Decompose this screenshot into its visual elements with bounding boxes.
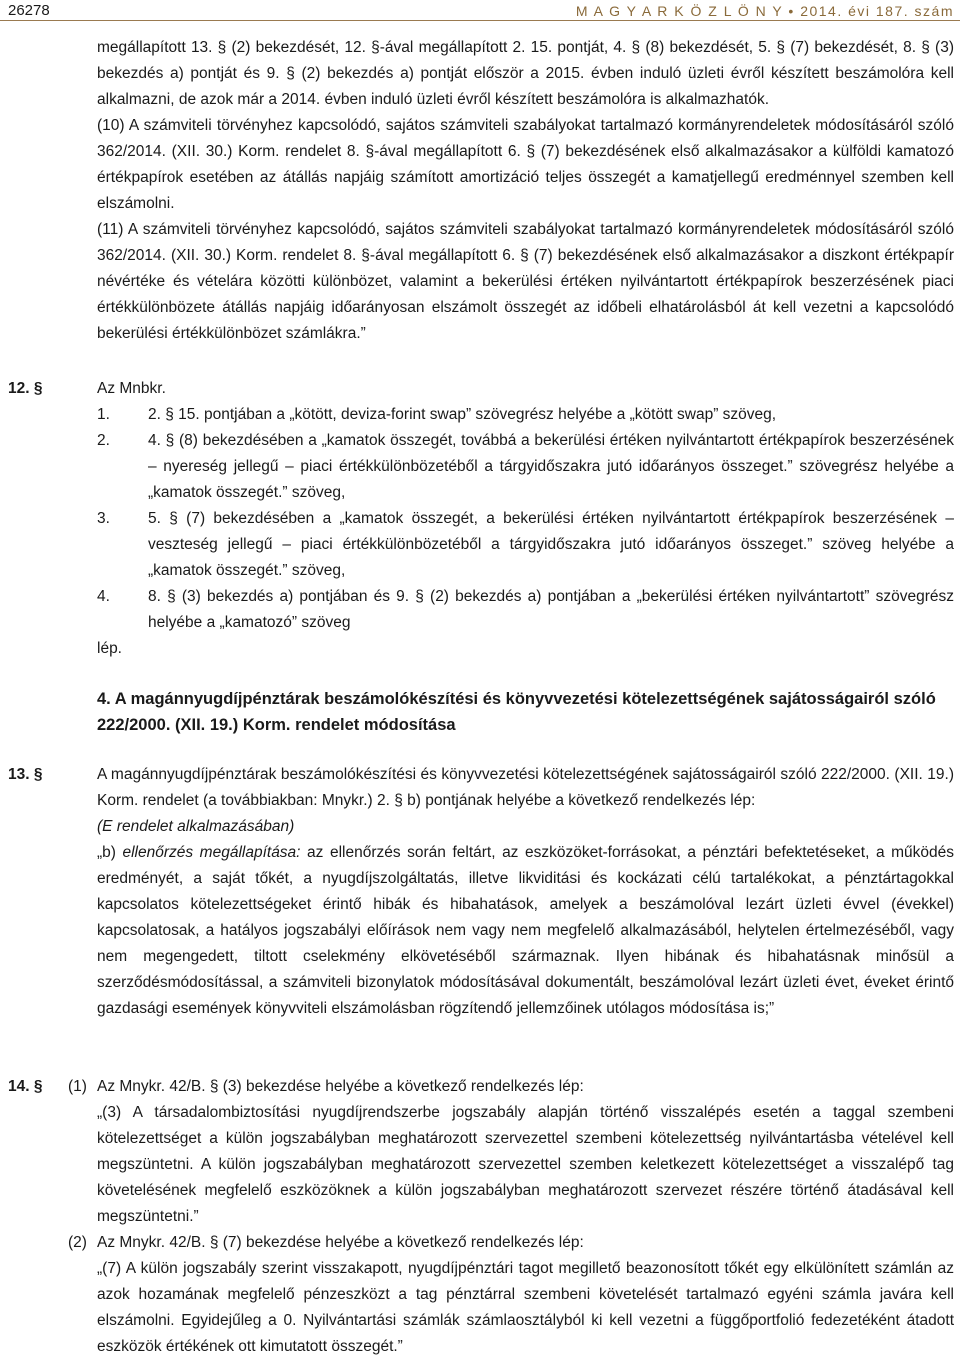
quote-open: „b): [97, 844, 123, 861]
section-14-number: 14. §: [8, 1078, 43, 1095]
section-13-intro: A magánnyugdíjpénztárak beszámolókészítési és könyvvezetési kötelezettségének sajátosságairól szóló 222/2000. (XII. 19.) Korm. rendelet (a továbbiakban: Mnykr.) 2. § b) pontjának helyébe a következő rendelkezés lép:: [97, 766, 954, 809]
paragraph-continuation: megállapított 13. § (2) bekezdését, 12. §-ával megállapított 2. 15. pontját, 4. § (8) bekezdését, 5. § (7) bekezdését, 8. § (3) bekezdés a) pontját és 9. § (2) bekezdés a) pontját először a 2015. évben induló üzleti évről készített beszámolóra kell alkalmazni, de azok már a 2014. évben induló üzleti évről készített beszámolóra is alkalmazhatók.: [97, 39, 954, 108]
paragraph-10: (10) A számviteli törvényhez kapcsolódó, sajátos számviteli szabályokat tartalmazó kormányrendeletek módosításáról szóló 362/2014. (XII. 30.) Korm. rendelet 8. §-ával megállapított 6. § (7) bekezdésének első alkalmazásakor a külföldi kamatozó értékpapírok esetében az átállás napjáig számított amortizáció teljes összegét a kamatjellegű eredménnyel szemben kell elszámolni.: [97, 117, 954, 212]
section-14-para-2-label: (2): [68, 1234, 87, 1251]
top-block: [97, 35, 954, 347]
section-14-para-1-label: (1): [68, 1078, 87, 1095]
section-13-context: (E rendelet alkalmazásában): [97, 818, 295, 835]
section-12-number: 12. §: [8, 380, 43, 397]
section-14-para-1-quote: „(3) A társadalombiztosítási nyugdíjrendszerbe jogszabály alapján történő visszalépés esetén a taggal szembeni kötelezettséget a külön jogszabályban meghatározott szervezettel szembeni kötelezettség nyilvántartásba vételével kell megszüntetni. A külön jogszabályban meghatározott szervezettel szemben keletkezett kötelezettséget a visszalépő tag követelésének megfelelő eszközöknek a külön jogszabályban meghatározott szervezet részére történő átadásával kell megszüntetni.”: [97, 1104, 954, 1225]
section-12-item-number: 1.: [97, 406, 110, 423]
defined-term: ellenőrzés megállapítása:: [122, 844, 301, 861]
section-12-item-number: 4.: [97, 588, 110, 605]
running-title: M A G Y A R K Ö Z L Ö N Y • 2014. évi 187. szám: [575, 3, 954, 19]
section-14-para-2: [97, 1230, 954, 1360]
section-12-item: 2. § 15. pontjában a „kötött, deviza-forint swap” szövegrész helyébe a „kötött swap” szöveg,: [148, 406, 777, 423]
section-13-body: [97, 762, 954, 1022]
quote-body: az ellenőrzés során feltárt, az eszközöket-forrásokat, a pénztári befektetéseket, a működés eredményét, a saját tőkét, a nyugdíjszolgáltatás, illetve likviditási és kockázati célú tartalékokat, a pénztártagokkal kapcsolatos kötelezettségeket érintő hibák és hibahatások, amelyek a beszámolóval lezárt üzleti évvel (évekkel) kapcsolatosak, a hatályos jogszabályi előírások nem vagy nem megfelelő alkalmazásából, helytelen értelmezéséből, vagy nem megengedett, tiltott cselekmény elkövetéséből származnak. Ilyen hibának és hibahatásnak minősül a szerződésmódosítással, a számviteli bizonylatok módosításával dokumentált, beszámolóval lezárt üzleti évet, éveket érintő gazdasági események könyvviteli elszámolásban rögzítendő jellemzőinek utólagos módosítása is;”: [97, 844, 954, 1017]
section-12-item: 4. § (8) bekezdésében a „kamatok összegét, továbbá a bekerülési értéken nyilvántartott értékpapírok beszerzésének – nyereség jellegű – piaci értékkülönbözetéből a tárgyidőszakra jutó időarányos összeget.” szövegrész helyébe a „kamatok összegét.” szöveg,: [148, 432, 954, 501]
section-12-closing: lép.: [97, 640, 122, 657]
section-12-item: 8. § (3) bekezdés a) pontjában és 9. § (2) bekezdés a) pontjában a „bekerülési értéken nyilvántartott” szövegrész helyébe a „kamatozó” szöveg: [148, 588, 954, 631]
section-14-para-2-intro: Az Mnykr. 42/B. § (7) bekezdése helyébe a következő rendelkezés lép:: [97, 1234, 584, 1251]
page-header: [0, 0, 960, 21]
section-12-item-number: 3.: [97, 510, 110, 527]
section-12-intro: Az Mnbkr.: [97, 380, 166, 397]
section-14-para-1: [97, 1074, 954, 1230]
section-12-item-number: 2.: [97, 432, 110, 449]
section-14-para-1-intro: Az Mnykr. 42/B. § (3) bekezdése helyébe a következő rendelkezés lép:: [97, 1078, 584, 1095]
section-12-item: 5. § (7) bekezdésében a „kamatok összegét, a bekerülési értéken nyilvántartott értékpapírok beszerzésének – veszteség jellegű – piaci értékkülönbözetéből a tárgyidőszakra jutó időarányos összeget.” szöveg helyébe a „kamatok összegét.” szöveg,: [148, 510, 954, 579]
paragraph-11: (11) A számviteli törvényhez kapcsolódó, sajátos számviteli szabályokat tartalmazó kormányrendeletek módosításáról szóló 362/2014. (XII. 30.) Korm. rendelet 8. §-ával megállapított 6. § (7) bekezdésének első alkalmazásakor a diszkont értékpapír névértéke és vételára közötti különbözet, valamint a bekerülési értéken nyilvántartott értékpapírok beszerzésének piaci értékkülönbözete átállás napjáig időarányosan elszámolt összegét az időbeli elhatárolásból át kell vezetni a kapcsolódó bekerülési értékkülönbözet számlákra.”: [97, 221, 954, 342]
section-14-para-2-quote: „(7) A külön jogszabály szerint visszakapott, nyugdíjpénztári tagot megillető beazonosított tőkét egy elkülönített számlán az azok hozamának megfelelő pénzeszközt a tag pénztárral szembeni követelését tartalmazó egyéni számla javára kell elszámolni. Egyidejűleg a 0. Nyilvántartási számlák számlaosztályból ki kell vezetni a függőportfolió fedezetéként átadott eszközök értékének ott kimutatott összegét.”: [97, 1260, 954, 1355]
chapter-4-title: 4. A magánnyugdíjpénztárak beszámolókészítési és könyvvezetési kötelezettségének sajátosságairól szóló 222/2000. (XII. 19.) Korm. rendelet módosítása: [97, 690, 936, 734]
page-number: 26278: [8, 2, 50, 19]
section-13-number: 13. §: [8, 766, 43, 783]
section-13-quote: [97, 840, 954, 1022]
